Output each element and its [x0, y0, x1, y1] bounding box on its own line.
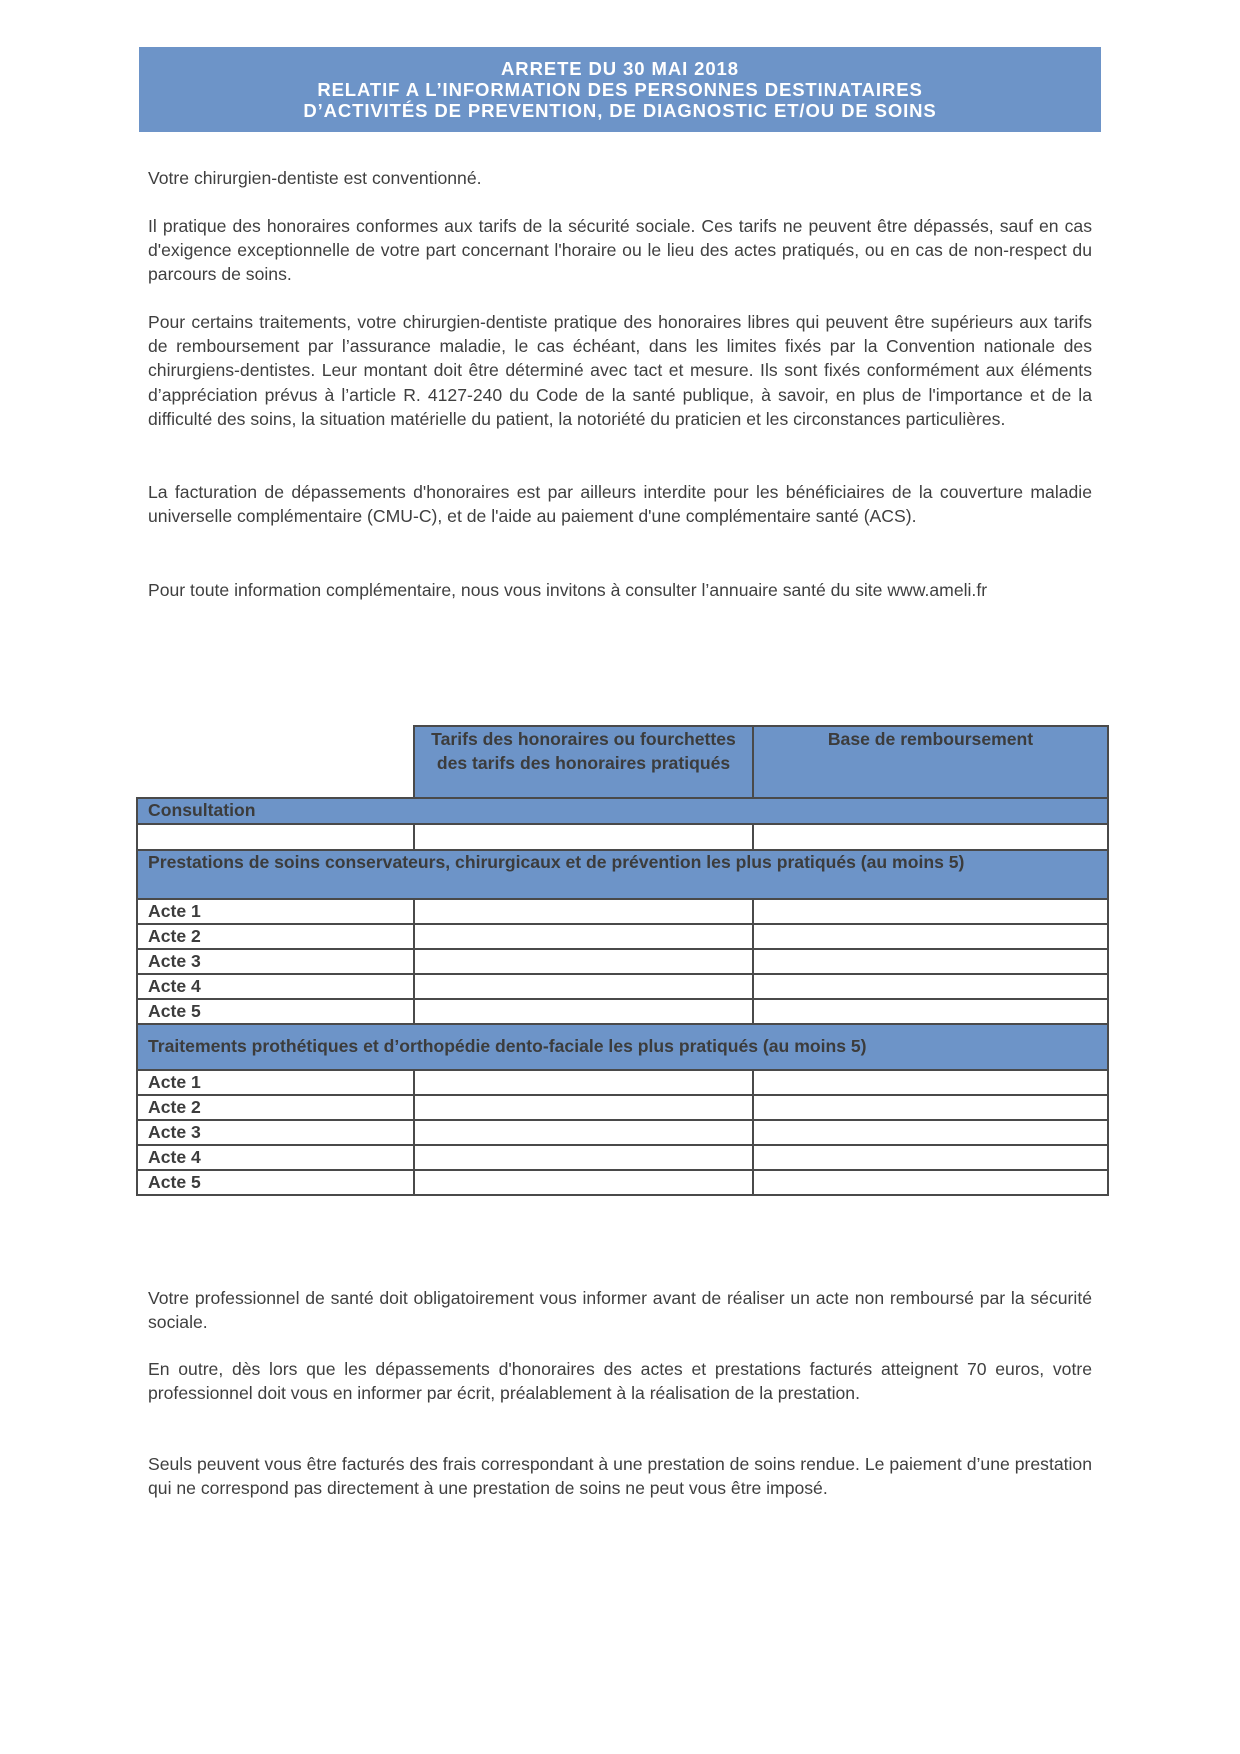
consultation-tarif-cell[interactable] — [414, 824, 753, 850]
acte-tarif-cell[interactable] — [414, 949, 753, 974]
outro-paragraph-3: Seuls peuvent vous être facturés des frais correspondant à une prestation de soins rendue. Le paiement d’une prestation qui ne correspond pas directement à une prestation de soins ne peut vous être imposé. — [148, 1454, 1092, 1499]
acte-tarif-cell[interactable] — [414, 1070, 753, 1095]
section-protheses-label: Traitements prothétiques et d’orthopédie dento-faciale les plus pratiqués (au moins 5) — [137, 1024, 1108, 1070]
acte-base-cell[interactable] — [753, 899, 1108, 924]
table-row — [137, 1170, 1108, 1195]
acte-tarif-cell[interactable] — [414, 1145, 753, 1170]
table-row — [137, 924, 1108, 949]
acte-tarif-cell[interactable] — [414, 899, 753, 924]
acte-tarif-cell[interactable] — [414, 999, 753, 1024]
acte-label: Acte 2 — [137, 924, 414, 949]
table-header-row — [137, 726, 1108, 798]
table-row — [137, 1070, 1108, 1095]
acte-base-cell[interactable] — [753, 949, 1108, 974]
acte-label: Acte 4 — [137, 1145, 414, 1170]
fees-table — [136, 725, 1109, 1196]
intro-paragraph-2: Il pratique des honoraires conformes aux tarifs de la sécurité sociale. Ces tarifs ne peuvent être dépassés, sauf en cas d'exigence exceptionnelle de votre part concernant l'horaire ou le lieu des actes pratiqués, ou en cas de non-respect du parcours de soins. — [148, 216, 1092, 285]
header-empty-cell — [137, 726, 414, 798]
acte-tarif-cell[interactable] — [414, 924, 753, 949]
acte-tarif-cell[interactable] — [414, 1095, 753, 1120]
acte-label: Acte 1 — [137, 899, 414, 924]
intro-paragraph-1: Votre chirurgien-dentiste est conventionné. — [148, 168, 482, 188]
table-row — [137, 1095, 1108, 1120]
table-row — [137, 999, 1108, 1024]
intro-paragraph-5: Pour toute information complémentaire, nous vous invitons à consulter l’annuaire santé du site www.ameli.fr — [148, 580, 988, 600]
acte-base-cell[interactable] — [753, 1095, 1108, 1120]
outro-paragraph-1: Votre professionnel de santé doit obligatoirement vous informer avant de réaliser un acte non remboursé par la sécurité sociale. — [148, 1288, 1092, 1333]
acte-label: Acte 5 — [137, 999, 414, 1024]
title-line-1: ARRETE DU 30 MAI 2018 — [501, 58, 739, 79]
table-row — [137, 899, 1108, 924]
acte-base-cell[interactable] — [753, 1070, 1108, 1095]
acte-label: Acte 1 — [137, 1070, 414, 1095]
outro-paragraph-2: En outre, dès lors que les dépassements d'honoraires des actes et prestations facturés atteignent 70 euros, votre professionnel doit vous en informer par écrit, préalablement à la réalisation de la prestation. — [148, 1359, 1092, 1404]
intro-paragraph-4: La facturation de dépassements d'honoraires est par ailleurs interdite pour les bénéficiaires de la couverture maladie universelle complémentaire (CMU-C), et de l'aide au paiement d'une complémentaire santé (ACS). — [148, 482, 1092, 527]
header-tarifs: Tarifs des honoraires ou fourchettes des tarifs des honoraires pratiqués — [414, 726, 753, 798]
header-base-remboursement: Base de remboursement — [753, 726, 1108, 798]
acte-label: Acte 3 — [137, 949, 414, 974]
table-row — [137, 949, 1108, 974]
acte-tarif-cell[interactable] — [414, 1120, 753, 1145]
acte-base-cell[interactable] — [753, 1170, 1108, 1195]
acte-tarif-cell[interactable] — [414, 1170, 753, 1195]
section-consultation-label: Consultation — [137, 798, 1108, 824]
acte-base-cell[interactable] — [753, 1120, 1108, 1145]
acte-tarif-cell[interactable] — [414, 974, 753, 999]
title-line-3: D’ACTIVITÉS DE PREVENTION, DE DIAGNOSTIC ET/OU DE SOINS — [303, 100, 937, 121]
acte-label: Acte 4 — [137, 974, 414, 999]
acte-label: Acte 2 — [137, 1095, 414, 1120]
acte-base-cell[interactable] — [753, 974, 1108, 999]
table-row — [137, 974, 1108, 999]
consultation-label-cell — [137, 824, 414, 850]
acte-label: Acte 3 — [137, 1120, 414, 1145]
section-consultation-row — [137, 798, 1108, 824]
section-protheses-row — [137, 1024, 1108, 1070]
acte-base-cell[interactable] — [753, 1145, 1108, 1170]
intro-paragraph-3: Pour certains traitements, votre chirurgien-dentiste pratique des honoraires libres qui peuvent être supérieurs aux tarifs de remboursement par l’assurance maladie, le cas échéant, dans les limites fixés par la Convention nationale des chirurgiens-dentistes. Leur montant doit être déterminé avec tact et mesure. Ils sont fixés conformément aux éléments d’appréciation prévus à l’article R. 4127-240 du Code de la santé publique, à savoir, en plus de l'importance et de la difficulté des soins, la situation matérielle du patient, la notoriété du praticien et les circonstances particulières. — [148, 312, 1092, 429]
consultation-base-cell[interactable] — [753, 824, 1108, 850]
acte-label: Acte 5 — [137, 1170, 414, 1195]
table-row — [137, 824, 1108, 850]
table-row — [137, 1120, 1108, 1145]
acte-base-cell[interactable] — [753, 999, 1108, 1024]
section-soins-row — [137, 850, 1108, 899]
title-banner — [139, 47, 1101, 132]
table-row — [137, 1145, 1108, 1170]
acte-base-cell[interactable] — [753, 924, 1108, 949]
section-soins-label: Prestations de soins conservateurs, chirurgicaux et de prévention les plus pratiqués (au moins 5) — [137, 850, 1108, 899]
title-line-2: RELATIF A L’INFORMATION DES PERSONNES DESTINATAIRES — [317, 79, 923, 100]
